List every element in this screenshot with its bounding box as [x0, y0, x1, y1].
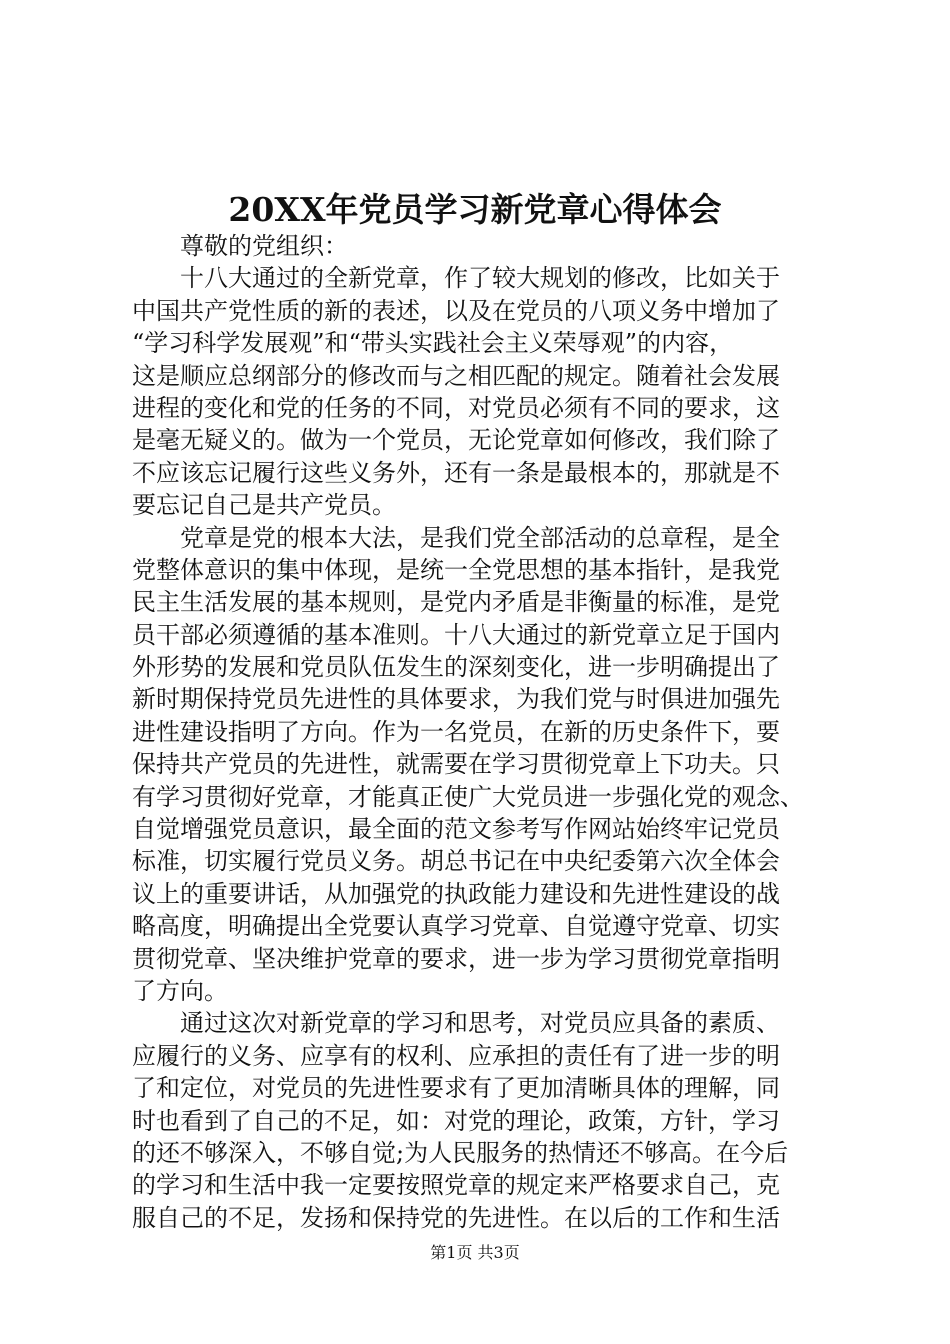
text-line: 进程的变化和党的任务的不同，对党员必须有不同的要求，这: [132, 393, 780, 422]
text-line: 通过这次对新党章的学习和思考，对党员应具备的素质、: [132, 1009, 780, 1038]
text-line: 这是顺应总纲部分的修改而与之相匹配的规定。随着社会发展: [132, 361, 780, 390]
text-line: 议上的重要讲话，从加强党的执政能力建设和先进性建设的战: [132, 879, 780, 908]
text-line: 了方向。: [132, 976, 228, 1005]
text-line: 自觉增强党员意识，最全面的范文参考写作网站始终牢记党员: [132, 815, 780, 844]
text-line: 党章是党的根本大法，是我们党全部活动的总章程，是全: [132, 523, 780, 552]
text-line: 外形势的发展和党员队伍发生的深刻变化，进一步明确提出了: [132, 653, 780, 682]
text-line: 服自己的不足，发扬和保持党的先进性。在以后的工作和生活: [132, 1203, 780, 1232]
text-line: 的学习和生活中我一定要按照党章的规定来严格要求自己，克: [132, 1171, 780, 1200]
text-line: 标准，切实履行党员义务。胡总书记在中央纪委第六次全体会: [132, 847, 780, 876]
text-line: 了和定位，对党员的先进性要求有了更加清晰具体的理解，同: [132, 1074, 780, 1103]
text-line: 新时期保持党员先进性的具体要求，为我们党与时俱进加强先: [132, 685, 780, 714]
document-body: [132, 230, 832, 1234]
text-line: “学习科学发展观”和“带头实践社会主义荣辱观”的内容，: [132, 329, 734, 358]
text-line: 是毫无疑义的。做为一个党员，无论党章如何修改，我们除了: [132, 426, 780, 455]
text-line: 应履行的义务、应享有的权利、应承担的责任有了进一步的明: [132, 1041, 780, 1070]
text-line: 时也看到了自己的不足，如：对党的理论，政策，方针，学习: [132, 1106, 780, 1135]
text-line: 贯彻党章、坚决维护党章的要求，进一步为学习贯彻党章指明: [132, 944, 780, 973]
text-line: 不应该忘记履行这些义务外，还有一条是最根本的，那就是不: [132, 458, 780, 487]
text-line: 中国共产党性质的新的表述，以及在党员的八项义务中增加了: [132, 296, 780, 325]
text-line: 要忘记自己是共产党员。: [132, 491, 396, 520]
text-line: 尊敬的党组织：: [132, 232, 348, 260]
text-line: 保持共产党员的先进性，就需要在学习贯彻党章上下功夫。只: [132, 750, 780, 779]
text-line: 党整体意识的集中体现，是统一全党思想的基本指针，是我党: [132, 555, 780, 584]
text-line: 民主生活发展的基本规则，是党内矛盾是非衡量的标准，是党: [132, 588, 780, 617]
text-line: 的还不够深入，不够自觉;为人民服务的热情还不够高。在今后: [132, 1138, 789, 1167]
text-line: 略高度，明确提出全党要认真学习党章、自觉遵守党章、切实: [132, 912, 780, 941]
text-line: 进性建设指明了方向。作为一名党员，在新的历史条件下，要: [132, 717, 780, 746]
text-line: 十八大通过的全新党章，作了较大规划的修改，比如关于: [132, 264, 780, 293]
page-title: 20XX年党员学习新党章心得体会: [228, 190, 722, 229]
text-line: 有学习贯彻好党章，才能真正使广大党员进一步强化党的观念、: [132, 782, 804, 811]
page-footer: 第1页 共3页: [430, 1243, 520, 1262]
text-line: 员干部必须遵循的基本准则。十八大通过的新党章立足于国内: [132, 620, 780, 649]
